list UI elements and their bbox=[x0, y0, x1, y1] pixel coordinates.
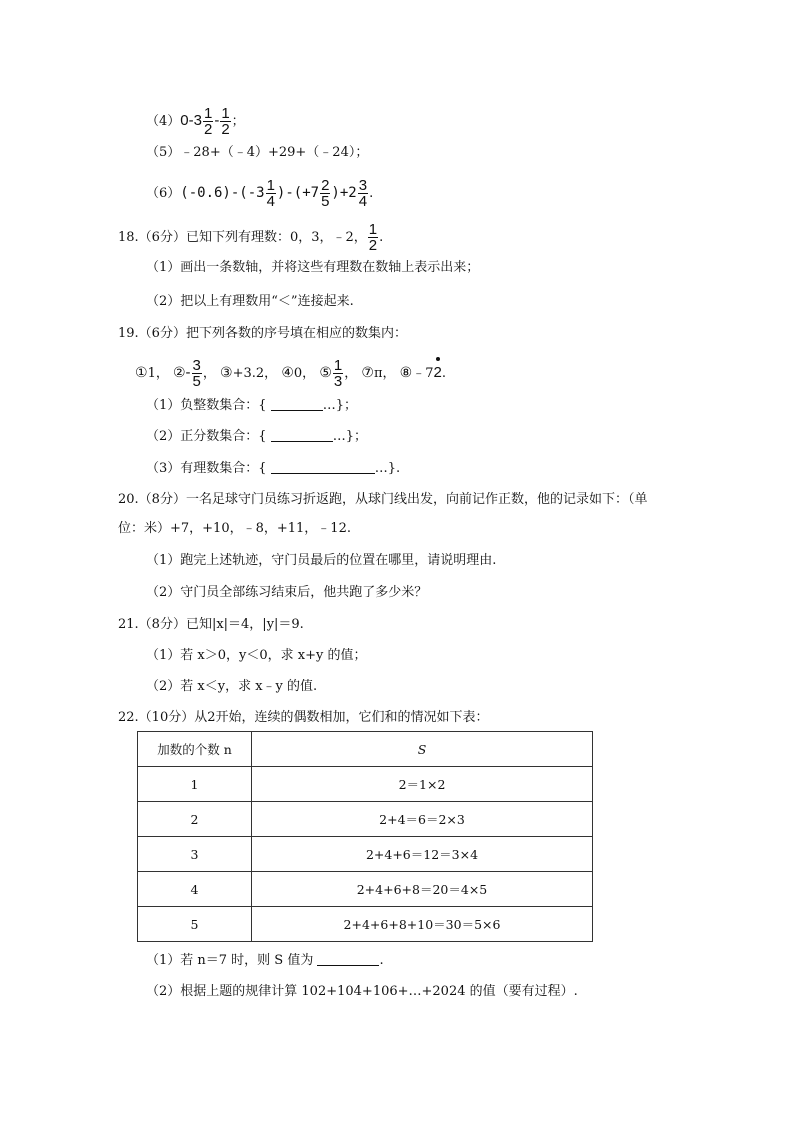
q21-sub1: （1）若 x＞0，y＜0，求 x+y 的值； bbox=[146, 648, 367, 663]
q22-stem: 22.（10分）从2开始，连续的偶数相加，它们和的情况如下表： bbox=[118, 710, 489, 725]
circled-number: ⑤ bbox=[319, 365, 332, 381]
q19-number-list: ①1， ②- $\frac{3}{5}$ ， ③+3.2， ④0， ⑤ $\frac{1}{3}$ ， ⑦π， ⑧﹣72. bbox=[135, 357, 446, 390]
table-row: 2 2+4＝6＝2×3 bbox=[138, 802, 593, 837]
q19-sub3: （3）有理数集合：{ …}. bbox=[146, 461, 401, 476]
q17-part5: （5）﹣28+（﹣4）+29+（﹣24）； bbox=[146, 145, 369, 160]
circled-number: ⑦ bbox=[361, 365, 374, 381]
even-sum-table bbox=[137, 731, 593, 942]
q18-sub1: （1）画出一条数轴，并将这些有理数在数轴上表示出来； bbox=[146, 260, 480, 275]
q22-sub2: （2）根据上题的规律计算 102+104+106+…+2024 的值（要有过程）. bbox=[146, 984, 578, 999]
q18-stem: 18.（6分）已知下列有理数：0，3，﹣2， $\frac{1}{2}$ . bbox=[118, 221, 384, 254]
circled-number: ③ bbox=[220, 365, 233, 381]
header-cell-s: S bbox=[252, 732, 593, 767]
fraction: $\frac{1}{3}$ bbox=[333, 357, 343, 390]
table-header-row bbox=[138, 732, 593, 767]
circled-number: ④ bbox=[281, 365, 294, 381]
part-label: （6） bbox=[146, 186, 181, 201]
q21-stem: 21.（8分）已知|x|＝4，|y|＝9. bbox=[118, 617, 304, 632]
q22-sub1: （1）若 n＝7 时，则 S 值为 . bbox=[146, 953, 384, 968]
q19-sub2: （2）正分数集合：{ …}； bbox=[146, 429, 367, 444]
fraction: $\frac{3}{5}$ bbox=[192, 357, 201, 390]
table-row: 4 2+4+6+8＝20＝4×5 bbox=[138, 872, 593, 907]
fraction: $\frac{1}{2}$ bbox=[221, 105, 230, 138]
answer-blank[interactable] bbox=[317, 951, 379, 966]
fraction: $\frac{2}{5}$ bbox=[321, 177, 330, 210]
fraction: $\frac{1}{2}$ bbox=[368, 221, 378, 254]
table-row: 1 2＝1×2 bbox=[138, 767, 593, 802]
circled-number: ② bbox=[172, 365, 186, 381]
circled-number: ① bbox=[135, 365, 148, 381]
fraction: $\frac{1}{2}$ bbox=[203, 105, 213, 138]
table-row: 5 2+4+6+8+10＝30＝5×6 bbox=[138, 907, 593, 942]
q18-sub2: （2）把以上有理数用“＜”连接起来. bbox=[146, 294, 354, 309]
q17-part4: （4）0-3 $\frac{1}{2}$ - $\frac{1}{2}$ ； bbox=[146, 105, 245, 138]
answer-blank[interactable] bbox=[271, 427, 333, 442]
answer-blank[interactable] bbox=[271, 459, 375, 474]
part-label: （4） bbox=[146, 114, 181, 129]
q20-sub1: （1）跑完上述轨迹，守门员最后的位置在哪里，请说明理由. bbox=[146, 553, 497, 568]
table-row: 3 2+4+6＝12＝3×4 bbox=[138, 837, 593, 872]
q21-sub2: （2）若 x＜y，求 x﹣y 的值. bbox=[146, 679, 318, 694]
answer-blank[interactable] bbox=[271, 396, 323, 411]
q19-stem: 19.（6分）把下列各数的序号填在相应的数集内： bbox=[118, 326, 407, 341]
q20-stem-line2: 位：米）+7，+10，﹣8，+11，﹣12. bbox=[118, 521, 351, 536]
q20-stem-line1: 20.（8分）一名足球守门员练习折返跑，从球门线出发，向前记作正数，他的记录如下：（单 bbox=[118, 492, 648, 507]
header-cell-n: 加数的个数 n bbox=[138, 732, 252, 767]
repeating-decimal-digit: 2 bbox=[433, 364, 442, 381]
q20-sub2: （2）守门员全部练习结束后，他共跑了多少米？ bbox=[146, 585, 428, 600]
fraction: $\frac{1}{4}$ bbox=[266, 177, 275, 210]
circled-number: ⑧ bbox=[399, 365, 413, 381]
q19-sub1: （1）负整数集合：{ …}； bbox=[146, 398, 357, 413]
fraction: $\frac{3}{4}$ bbox=[358, 177, 368, 210]
q17-part6: （6）(-0.6)-(-3 $\frac{1}{4}$ )-(+7 $\frac{2}{5}$ )+2 $\frac{3}{4}$ . bbox=[146, 177, 374, 210]
